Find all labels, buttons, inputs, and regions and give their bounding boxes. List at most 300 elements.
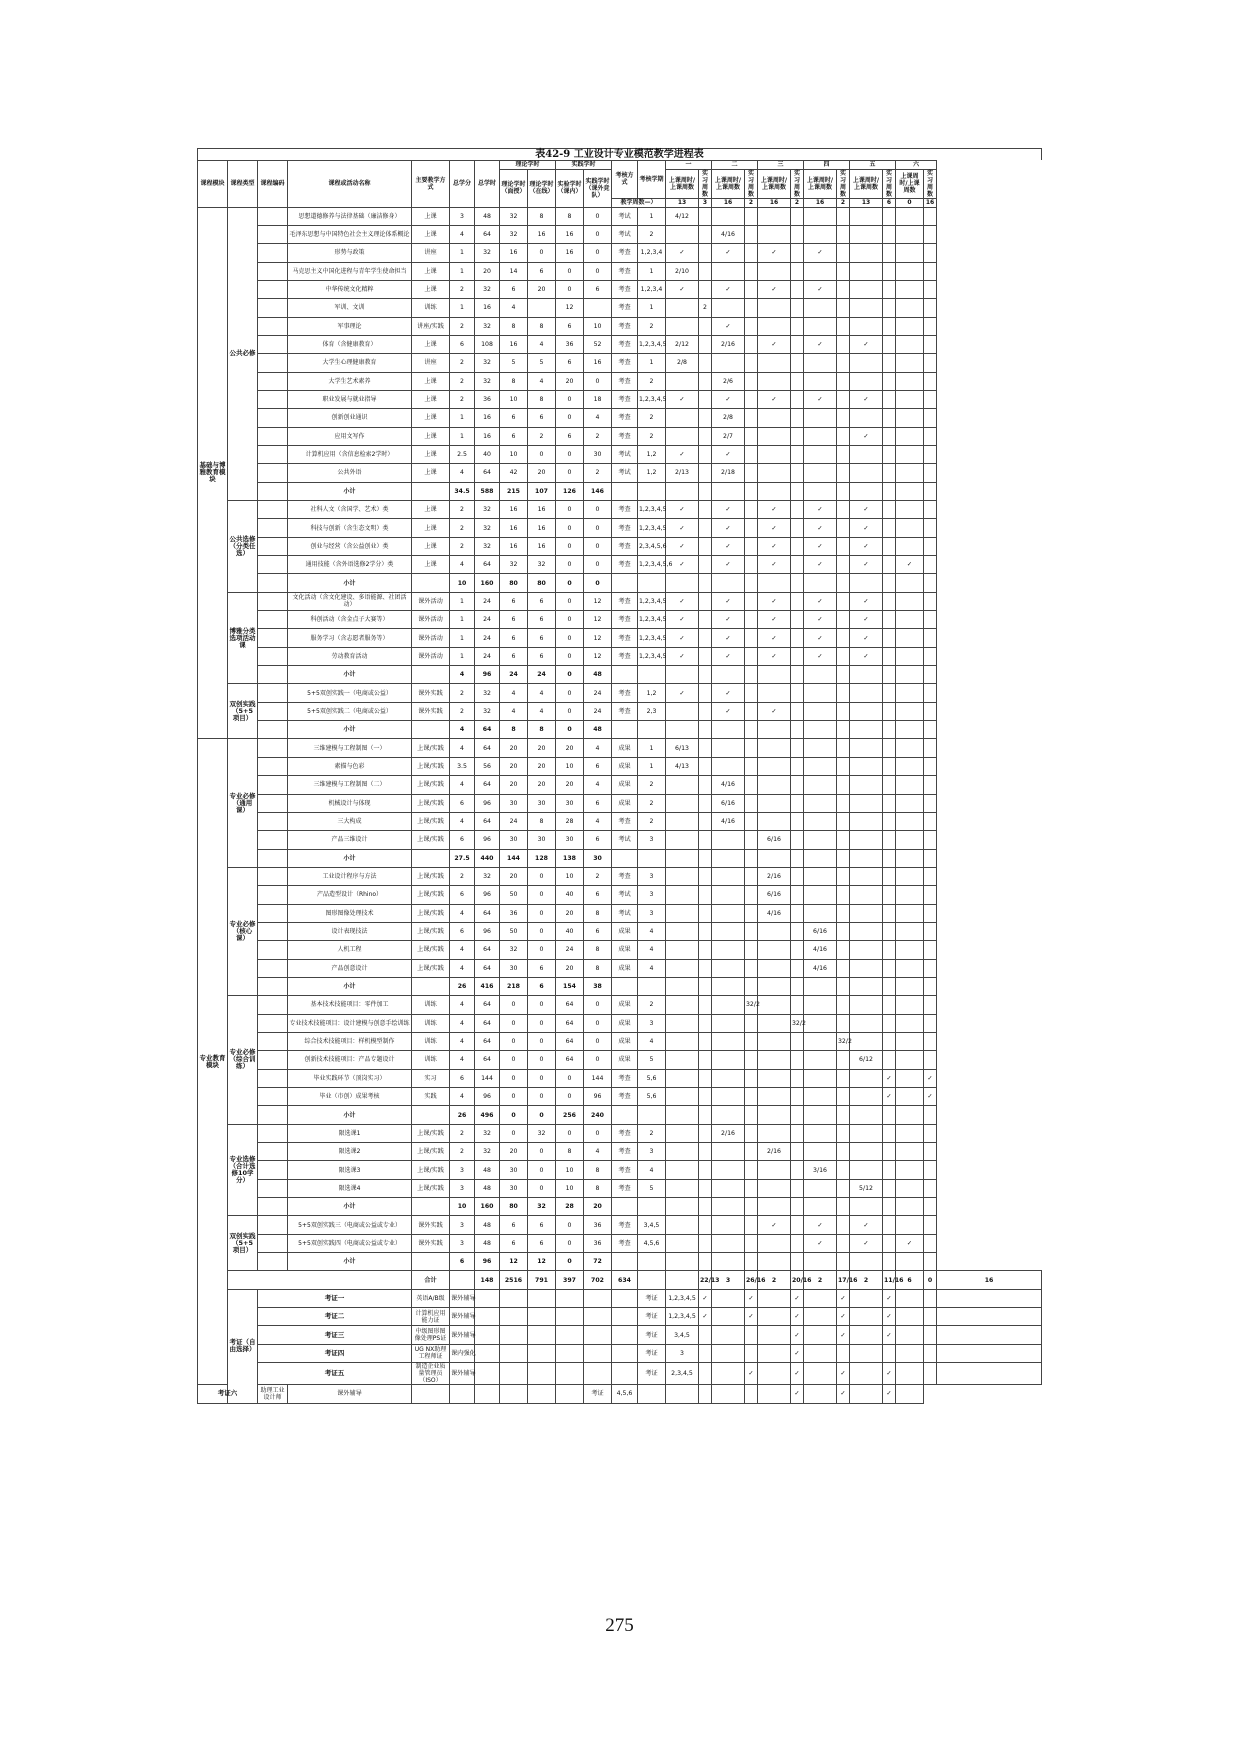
table-cell — [712, 757, 745, 775]
table-cell: ✓ — [883, 1385, 896, 1403]
table-cell — [850, 445, 883, 463]
table-cell: 0 — [528, 1069, 556, 1087]
table-cell: 2 — [450, 537, 475, 555]
table-cell — [745, 335, 758, 353]
table-cell: 8 — [528, 812, 556, 830]
table-cell: 课外辅导 — [288, 1385, 412, 1403]
table-cell: 6 — [528, 647, 556, 665]
table-cell — [666, 1216, 699, 1234]
table-cell — [924, 1051, 937, 1069]
table-row — [198, 537, 1042, 555]
module-cell: 专业教育模块 — [198, 739, 228, 1385]
table-cell — [837, 1124, 850, 1142]
table-cell — [896, 244, 924, 262]
total-cell: 2 — [850, 1271, 883, 1289]
page-number: 275 — [605, 1615, 634, 1636]
table-cell: 3,4,5 — [638, 1216, 666, 1234]
table-cell: 0 — [528, 904, 556, 922]
table-cell — [666, 1179, 699, 1197]
table-cell — [745, 1088, 758, 1106]
table-cell: 4 — [450, 666, 475, 684]
table-cell — [924, 812, 937, 830]
table-row — [198, 592, 1042, 610]
table-cell: 32 — [475, 501, 500, 519]
table-cell: 2 — [638, 409, 666, 427]
table-cell: 96 — [475, 922, 500, 940]
table-cell: 10 — [556, 1179, 584, 1197]
table-cell — [883, 904, 896, 922]
table-cell: ✓ — [896, 1234, 924, 1252]
module-cell: 基础与博雅教育模块 — [198, 207, 228, 739]
table-cell: 64 — [475, 1014, 500, 1032]
table-cell: 32 — [475, 280, 500, 298]
table-cell: 考证 — [584, 1385, 612, 1403]
table-cell — [937, 1289, 1042, 1307]
table-cell: 20 — [556, 959, 584, 977]
table-cell — [850, 886, 883, 904]
table-cell: 2 — [450, 354, 475, 372]
table-cell — [924, 1308, 937, 1326]
table-cell — [924, 1216, 937, 1234]
table-cell: 成果 — [612, 1032, 638, 1050]
table-cell — [896, 482, 924, 500]
table-cell: ✓ — [850, 519, 883, 537]
table-cell: 训练 — [412, 1051, 450, 1069]
table-cell — [924, 280, 937, 298]
table-cell: 1 — [450, 262, 475, 280]
table-cell — [804, 317, 837, 335]
table-cell: 12 — [584, 629, 612, 647]
table-cell: 32 — [475, 702, 500, 720]
table-cell — [745, 739, 758, 757]
table-cell — [500, 1326, 528, 1344]
weeks-cell: 3 — [699, 198, 712, 207]
table-cell: ✓ — [666, 501, 699, 519]
table-cell: 50 — [500, 886, 528, 904]
table-cell: ✓ — [837, 1326, 850, 1344]
table-cell — [612, 1308, 638, 1326]
table-row — [198, 776, 1042, 794]
table-cell: 2 — [638, 776, 666, 794]
table-cell — [712, 721, 745, 739]
table-cell — [850, 1344, 883, 1362]
table-cell — [850, 372, 883, 390]
table-cell — [638, 1198, 666, 1216]
table-cell: 138 — [556, 849, 584, 867]
table-cell — [666, 666, 699, 684]
table-cell: 1,2,3,4,5 — [638, 611, 666, 629]
table-cell — [758, 372, 791, 390]
table-cell: 16 — [500, 501, 528, 519]
table-cell — [666, 702, 699, 720]
table-cell: 5 — [528, 354, 556, 372]
total-cell: 6 — [896, 1271, 924, 1289]
table-cell — [883, 977, 896, 995]
course-code — [258, 904, 288, 922]
table-cell: 64 — [475, 941, 500, 959]
table-cell — [412, 1253, 450, 1271]
table-row — [198, 1014, 1042, 1032]
table-cell: 0 — [556, 666, 584, 684]
table-cell: 2 — [699, 299, 712, 317]
table-cell — [924, 721, 937, 739]
table-cell: 20 — [500, 776, 528, 794]
table-cell: 2 — [450, 390, 475, 408]
table-cell — [745, 1106, 758, 1124]
table-cell — [850, 299, 883, 317]
table-cell: 64 — [475, 1051, 500, 1069]
teaching-plan-table — [197, 148, 1042, 1404]
table-cell — [791, 556, 804, 574]
table-cell: 成果 — [612, 1051, 638, 1069]
subtotal-label: 小计 — [288, 574, 412, 592]
table-cell — [924, 1363, 937, 1385]
table-cell — [883, 335, 896, 353]
course-name: 大学生心理健康教育 — [288, 354, 412, 372]
table-cell — [666, 1198, 699, 1216]
table-cell — [804, 996, 837, 1014]
table-cell — [666, 409, 699, 427]
table-cell: 4 — [638, 959, 666, 977]
table-cell: 0 — [556, 445, 584, 463]
table-cell: 16 — [528, 501, 556, 519]
table-cell: 上课/实践 — [412, 812, 450, 830]
header-cell: 课程编码 — [258, 160, 288, 207]
table-cell — [850, 867, 883, 885]
table-cell: 4 — [450, 556, 475, 574]
table-cell — [699, 1234, 712, 1252]
course-code — [258, 1032, 288, 1050]
table-cell — [883, 390, 896, 408]
table-cell: ✓ — [745, 1308, 758, 1326]
table-cell — [584, 299, 612, 317]
table-cell — [666, 922, 699, 940]
table-cell: 6 — [528, 611, 556, 629]
table-cell — [883, 1198, 896, 1216]
table-cell — [896, 317, 924, 335]
table-cell — [883, 372, 896, 390]
table-cell: 16 — [528, 519, 556, 537]
table-cell: 6 — [528, 262, 556, 280]
table-cell: ✓ — [804, 519, 837, 537]
table-cell: 0 — [500, 1124, 528, 1142]
table-cell: 24 — [500, 812, 528, 830]
table-cell — [758, 1161, 791, 1179]
table-cell: 10 — [500, 445, 528, 463]
table-cell — [791, 519, 804, 537]
table-cell: 上课 — [412, 372, 450, 390]
table-cell: ✓ — [804, 537, 837, 555]
table-cell: 0 — [528, 1143, 556, 1161]
table-cell: 考查 — [612, 1216, 638, 1234]
table-cell — [924, 574, 937, 592]
table-cell — [837, 996, 850, 1014]
table-cell: 0 — [500, 996, 528, 1014]
table-cell: ✓ — [666, 592, 699, 610]
table-cell: 成果 — [612, 941, 638, 959]
term-header: 五 — [850, 160, 896, 169]
table-cell: 考证 — [638, 1326, 666, 1344]
table-cell — [666, 1106, 699, 1124]
table-cell — [924, 1198, 937, 1216]
table-cell — [850, 831, 883, 849]
table-cell: ✓ — [666, 629, 699, 647]
table-cell: 6 — [556, 317, 584, 335]
table-cell: 64 — [556, 1051, 584, 1069]
table-cell — [745, 776, 758, 794]
category-cell: 博雅分类选项活动课 — [228, 592, 258, 684]
table-cell: 6 — [528, 1234, 556, 1252]
category-cell: 双创实践（5+5项目） — [228, 684, 258, 739]
table-cell: 6 — [500, 409, 528, 427]
table-cell — [699, 977, 712, 995]
table-cell: 128 — [528, 849, 556, 867]
table-cell — [896, 1385, 924, 1403]
table-cell — [837, 702, 850, 720]
table-cell — [666, 1014, 699, 1032]
table-cell: 4 — [500, 684, 528, 702]
table-row — [198, 996, 1042, 1014]
table-cell — [612, 1326, 638, 1344]
table-cell — [850, 977, 883, 995]
table-cell: 6/16 — [712, 794, 745, 812]
cert-label: 考证六 — [198, 1385, 258, 1403]
table-cell — [924, 1253, 937, 1271]
table-cell: 24 — [556, 941, 584, 959]
table-row — [198, 1326, 1042, 1344]
table-cell: 考试 — [612, 904, 638, 922]
weeks-cell: 16 — [712, 198, 745, 207]
table-cell — [883, 959, 896, 977]
cert-label: 考证一 — [258, 1289, 412, 1307]
table-cell — [883, 354, 896, 372]
table-cell: 4 — [528, 335, 556, 353]
table-cell: 20 — [475, 262, 500, 280]
table-cell: 1 — [638, 757, 666, 775]
table-cell: ✓ — [804, 1216, 837, 1234]
table-cell — [883, 1234, 896, 1252]
table-cell — [837, 482, 850, 500]
table-cell: 8 — [528, 390, 556, 408]
table-cell: 上课 — [412, 409, 450, 427]
table-cell — [745, 537, 758, 555]
table-cell: 96 — [475, 794, 500, 812]
table-cell: 课外实践 — [412, 684, 450, 702]
table-cell: 48 — [475, 1161, 500, 1179]
table-cell: 4 — [638, 1161, 666, 1179]
table-cell — [850, 464, 883, 482]
course-code — [258, 262, 288, 280]
table-cell — [924, 445, 937, 463]
table-cell — [712, 849, 745, 867]
term-subheader: 实习周数 — [837, 169, 850, 198]
table-cell — [896, 1363, 924, 1385]
table-cell — [804, 702, 837, 720]
table-cell: 考查 — [612, 1161, 638, 1179]
table-cell: 课外辅导 — [450, 1308, 475, 1326]
table-cell: 20 — [556, 372, 584, 390]
table-cell — [612, 1344, 638, 1362]
table-cell — [837, 739, 850, 757]
table-cell: 5 — [500, 354, 528, 372]
table-cell — [745, 684, 758, 702]
table-cell — [791, 537, 804, 555]
table-cell — [883, 1253, 896, 1271]
table-cell — [712, 1032, 745, 1050]
table-cell — [712, 354, 745, 372]
term-header: 二 — [712, 160, 758, 169]
table-cell: 0 — [584, 501, 612, 519]
table-cell: 30 — [500, 794, 528, 812]
table-cell — [475, 1385, 500, 1403]
table-cell: 1,2,3,4,5 — [666, 1289, 699, 1307]
course-name: 三维建模与工程制图（一） — [288, 739, 412, 757]
course-code — [258, 611, 288, 629]
table-cell — [699, 1161, 712, 1179]
table-cell — [804, 904, 837, 922]
table-cell — [924, 611, 937, 629]
table-cell: 3 — [638, 1143, 666, 1161]
table-cell: 0 — [556, 1069, 584, 1087]
course-code — [258, 445, 288, 463]
table-cell: ✓ — [804, 280, 837, 298]
table-cell: 126 — [556, 482, 584, 500]
course-code — [258, 225, 288, 243]
table-cell: 2/13 — [666, 464, 699, 482]
table-cell — [804, 867, 837, 885]
table-row — [198, 262, 1042, 280]
table-cell — [850, 794, 883, 812]
table-cell: 36 — [584, 1216, 612, 1234]
table-cell — [850, 1124, 883, 1142]
table-cell — [638, 574, 666, 592]
table-cell: 4/16 — [758, 904, 791, 922]
table-cell: 上课 — [412, 556, 450, 574]
table-cell: 上课 — [412, 207, 450, 225]
table-row — [198, 354, 1042, 372]
table-row — [198, 1143, 1042, 1161]
table-cell: ✓ — [712, 702, 745, 720]
table-cell: 0 — [556, 1124, 584, 1142]
table-cell: 5,6 — [638, 1088, 666, 1106]
table-cell — [850, 1143, 883, 1161]
table-cell — [896, 941, 924, 959]
table-cell — [712, 1234, 745, 1252]
course-name: 劳动教育活动 — [288, 647, 412, 665]
table-cell: 0 — [556, 611, 584, 629]
weeks-cell: 13 — [666, 198, 699, 207]
table-cell: 146 — [584, 482, 612, 500]
table-cell — [638, 482, 666, 500]
table-cell — [699, 372, 712, 390]
table-cell: 36 — [500, 904, 528, 922]
table-cell — [666, 1124, 699, 1142]
table-cell: 32 — [528, 1124, 556, 1142]
table-cell: 考查 — [612, 317, 638, 335]
table-cell: 8 — [500, 721, 528, 739]
total-cell: 3 — [712, 1271, 745, 1289]
table-cell — [612, 1363, 638, 1385]
table-cell — [791, 849, 804, 867]
table-cell — [896, 1289, 924, 1307]
table-cell — [638, 666, 666, 684]
course-code — [258, 757, 288, 775]
table-cell: 2 — [450, 280, 475, 298]
table-row — [198, 445, 1042, 463]
table-row — [198, 1234, 1042, 1252]
table-cell — [612, 482, 638, 500]
table-cell — [712, 1289, 745, 1307]
table-cell — [850, 721, 883, 739]
weeks-cell: 16 — [758, 198, 791, 207]
table-cell: ✓ — [758, 702, 791, 720]
table-cell — [883, 1051, 896, 1069]
course-name: 毛泽东思想与中国特色社会主义理论体系概论 — [288, 225, 412, 243]
table-cell — [699, 849, 712, 867]
table-cell — [791, 867, 804, 885]
table-cell: ✓ — [924, 1088, 937, 1106]
table-cell — [791, 445, 804, 463]
table-cell: 215 — [500, 482, 528, 500]
term-subheader: 实习周数 — [791, 169, 804, 198]
table-cell: 32 — [475, 317, 500, 335]
table-cell — [850, 1161, 883, 1179]
table-cell: ✓ — [837, 1289, 850, 1307]
table-cell: 课外辅导 — [450, 1289, 475, 1307]
table-cell: ✓ — [791, 1289, 804, 1307]
table-cell — [883, 996, 896, 1014]
table-cell: 30 — [528, 831, 556, 849]
course-code — [258, 1161, 288, 1179]
table-cell: 0 — [528, 941, 556, 959]
table-cell: 3 — [638, 831, 666, 849]
table-cell — [837, 409, 850, 427]
course-code — [258, 1069, 288, 1087]
table-cell — [699, 1032, 712, 1050]
table-cell — [924, 372, 937, 390]
table-cell — [883, 702, 896, 720]
table-cell — [666, 996, 699, 1014]
table-cell — [850, 959, 883, 977]
table-cell — [745, 1253, 758, 1271]
table-cell — [699, 1363, 712, 1385]
table-cell — [937, 1326, 1042, 1344]
table-cell: ✓ — [712, 556, 745, 574]
table-cell: 2,3,4,5,6 — [638, 537, 666, 555]
table-cell: 20 — [556, 776, 584, 794]
table-cell — [937, 1363, 1042, 1385]
table-cell: 6 — [500, 611, 528, 629]
table-cell: 20 — [528, 757, 556, 775]
table-cell: 0 — [556, 1253, 584, 1271]
table-cell — [883, 409, 896, 427]
course-code — [258, 464, 288, 482]
table-cell — [804, 721, 837, 739]
course-name: 科技与创新（含生态文明）类 — [288, 519, 412, 537]
table-cell: 32 — [528, 556, 556, 574]
table-cell — [896, 445, 924, 463]
table-row — [198, 299, 1042, 317]
table-cell — [791, 959, 804, 977]
table-cell: 2 — [584, 464, 612, 482]
table-cell — [712, 904, 745, 922]
table-cell — [896, 574, 924, 592]
table-cell — [896, 922, 924, 940]
table-cell: 32 — [500, 207, 528, 225]
table-cell — [837, 959, 850, 977]
table-cell — [837, 1143, 850, 1161]
table-cell: 20 — [528, 776, 556, 794]
